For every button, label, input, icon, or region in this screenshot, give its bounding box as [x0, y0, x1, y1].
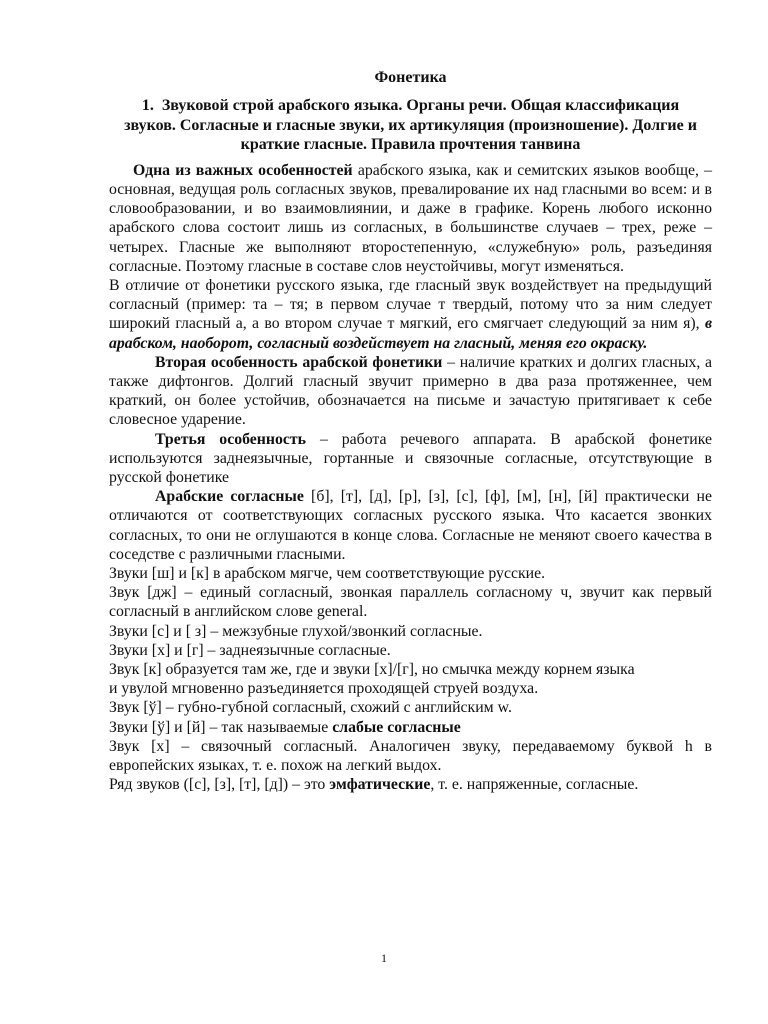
line-s-z: Звуки [с] и [ з] – межзубные глухой/звонкий согласные. — [109, 622, 483, 640]
line-emphatic-text: Ряд звуков ([с], [з], [т], [д]) – это — [109, 776, 330, 794]
section-number: 1. — [141, 97, 154, 115]
paragraph-5 — [109, 487, 712, 564]
line-h-glottal: Звук [х] – связочный согласный. Аналогичен звуку, передаваемому буквой h в европейских языках, т. е. похож на легкий выдох. — [109, 737, 712, 774]
line-dzh: Звук [дж] – единый согласный, звонкая параллель согласному ч, звучит как первый согласный в английском слове general. — [109, 584, 712, 621]
page-title: Фонетика — [374, 69, 447, 86]
paragraph-3 — [109, 353, 712, 430]
page-content — [109, 68, 712, 794]
line-emphatic-bold: эмфатические — [329, 776, 431, 794]
paragraph-4-text: – работа речевого аппарата. В арабской фонетике используются заднеязычные, гортанные и связочные согласные, отсутствующие в русской фонетике — [109, 430, 713, 486]
line-w: Звук [ў] – губно-губной согласный, схожий с английским w. — [109, 699, 512, 717]
paragraph-2-bold-italic: в арабском, наоборот, согласный воздействует на гласный, меняя его окраску. — [109, 315, 712, 352]
paragraph-3-text: – наличие кратких и долгих гласных, а также дифтонгов. Долгий гласный звучит примерно в два раза протяженнее, чем краткий, он более устойчив, обозначается на письме и зачастую притягивает к себе словесное ударение. — [109, 353, 712, 429]
paragraph-4 — [109, 430, 712, 488]
paragraph-1 — [109, 161, 712, 276]
paragraph-3-bold: Вторая особенность арабской фонетики — [155, 353, 443, 371]
line-emphatic-end: , т. е. напряженные, согласные. — [430, 776, 639, 794]
section-heading-text: Звуковой строй арабского языка. Органы речи. Общая классификация звуков. Согласные и гласные звуки, их артикуляция (произношение). Долгие и краткие гласные. Правила прочтения танвина — [124, 97, 697, 154]
paragraph-5-text: [б], [т], [д], [р], [з], [с], [ф], [м], [н], [й] практически не отличаются от соответствующих согласных русского языка. Что касается звонких согласных, то они не оглушаются в конце слова. Согласные не меняют своего качества в соседстве с различными гласными. — [109, 488, 712, 563]
line-weak-text: Звуки [ў] и [й] – так называемые — [109, 718, 333, 736]
line-k-b: и увулой мгновенно разъединяется проходящей струей воздуха. — [109, 680, 539, 698]
paragraph-5-bold: Арабские согласные — [155, 488, 304, 506]
line-sh-k: Звуки [ш] и [к] в арабском мягче, чем соответствующие русские. — [109, 564, 546, 582]
paragraph-2-text: В отличие от фонетики русского языка, где гласный звук воздействует на предыдущий согласный (пример: та – тя; в первом случае т твердый, потому что за ним следует широкий гласный а, а во втором случае т мягкий, его смягчает следующий за ним я), — [109, 276, 712, 333]
line-k-a: Звук [к] образуется там же, где и звуки [х]/[г], но смычка между корнем языка — [109, 660, 635, 678]
paragraph-2 — [109, 276, 712, 353]
page-number: 1 — [381, 951, 387, 965]
line-weak — [109, 718, 712, 737]
paragraph-1-text: арабского языка, как и семитских языков вообще, – основная, ведущая роль согласных звуков, превалирование их над гласными во всем: и в словообразовании, и во взаимовлиянии, и даже в графике. Корень любого исконно арабского слова состоит лишь из согласных, в большинстве случаев – трех, реже – четырех. Гласные же выполняют второстепенную, «служебную» роль, разъединяя согласные. Поэтому гласные в составе слов неустойчивы, могут изменяться. — [109, 161, 712, 275]
paragraph-4-bold: Третья особенность — [155, 430, 307, 448]
section-heading — [109, 96, 712, 155]
line-emphatic — [109, 775, 712, 794]
paragraph-1-bold: Одна из важных особенностей — [133, 161, 353, 179]
line-weak-bold: слабые согласные — [332, 718, 461, 736]
line-h-g: Звуки [х] и [г] – заднеязычные согласные. — [109, 641, 391, 659]
